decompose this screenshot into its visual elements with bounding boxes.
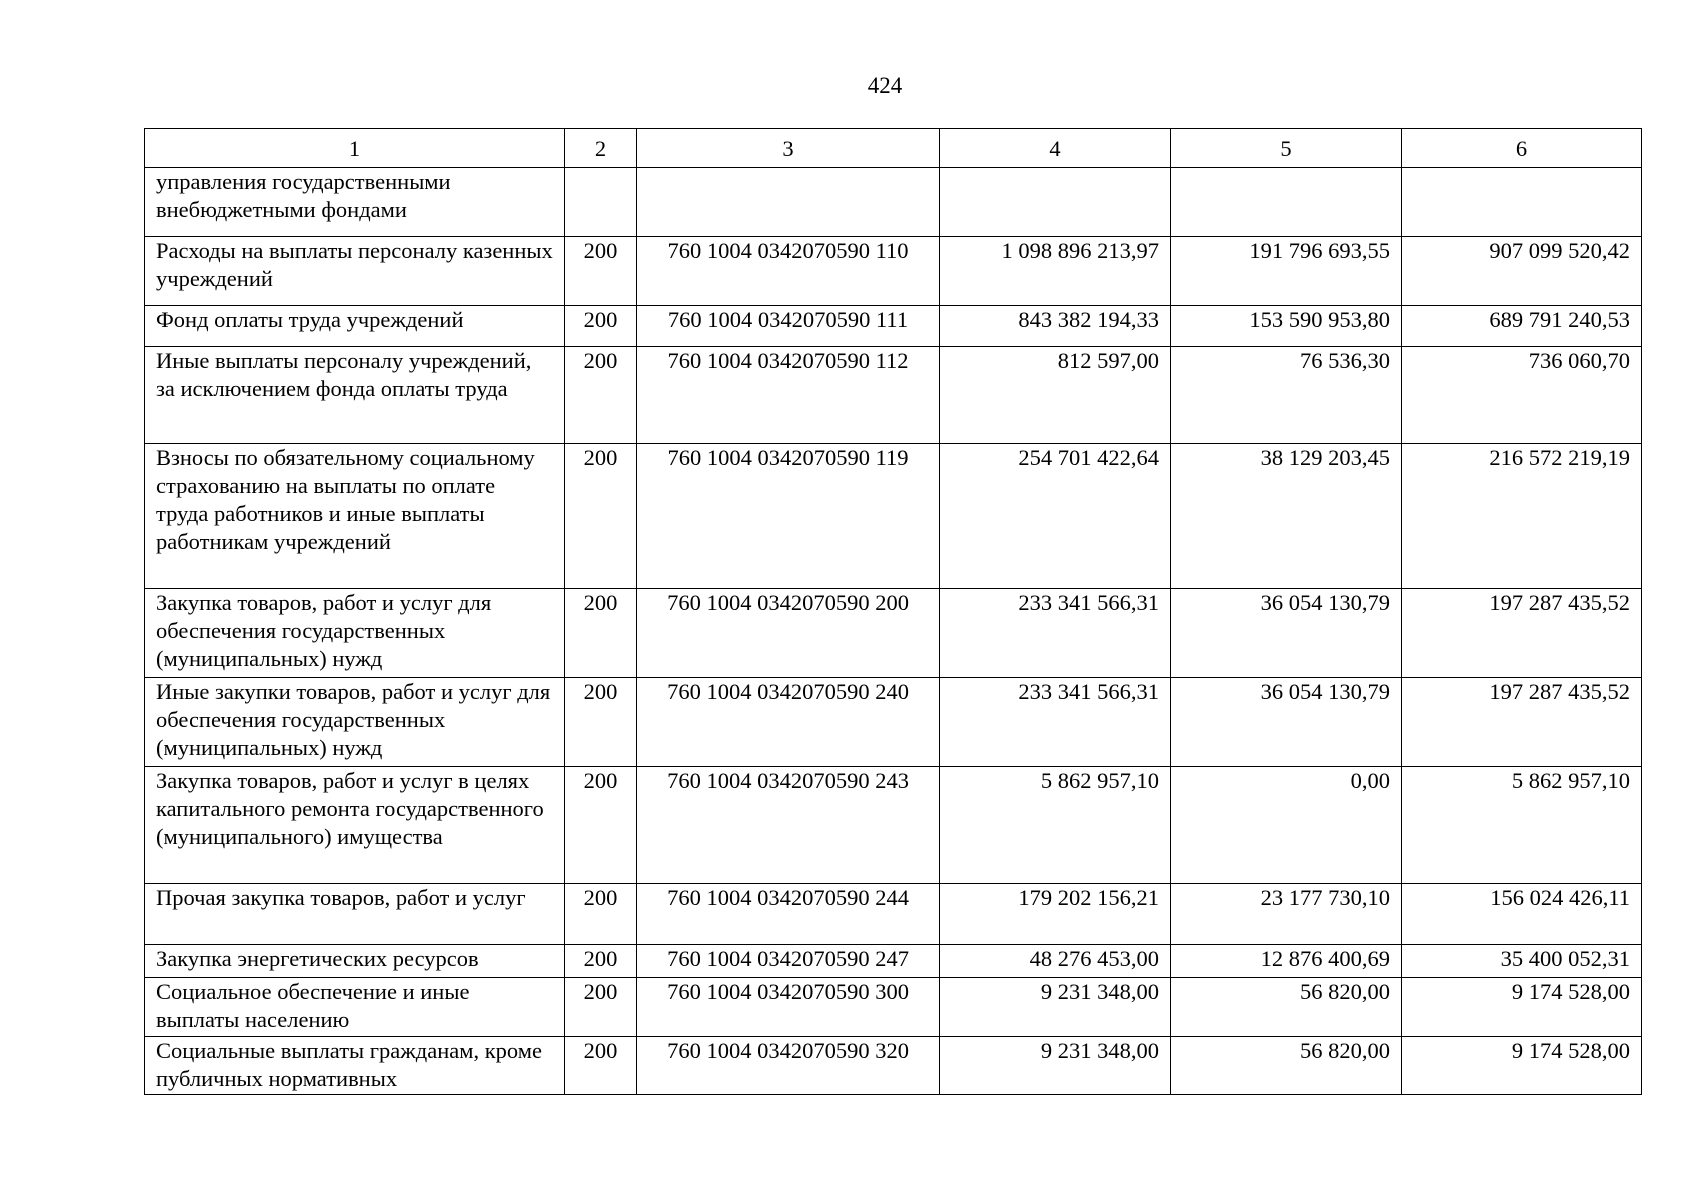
row-assigned: 1 098 896 213,97 bbox=[940, 237, 1171, 306]
row-assigned: 843 382 194,33 bbox=[940, 306, 1171, 347]
row-status: 200 bbox=[565, 306, 637, 347]
row-code: 760 1004 0342070590 244 bbox=[637, 884, 940, 945]
table-body bbox=[145, 168, 1642, 1095]
row-remaining bbox=[1402, 168, 1642, 237]
row-code: 760 1004 0342070590 119 bbox=[637, 444, 940, 589]
row-status: 200 bbox=[565, 884, 637, 945]
column-header-6: 6 bbox=[1402, 129, 1642, 168]
row-remaining: 156 024 426,11 bbox=[1402, 884, 1642, 945]
row-name: Иные выплаты персоналу учреждений, за исключением фонда оплаты труда bbox=[145, 347, 565, 444]
row-code: 760 1004 0342070590 112 bbox=[637, 347, 940, 444]
row-status: 200 bbox=[565, 945, 637, 978]
table-row bbox=[145, 589, 1642, 678]
table-row bbox=[145, 1037, 1642, 1095]
row-remaining: 689 791 240,53 bbox=[1402, 306, 1642, 347]
row-assigned: 48 276 453,00 bbox=[940, 945, 1171, 978]
row-executed: 56 820,00 bbox=[1171, 978, 1402, 1037]
row-executed: 23 177 730,10 bbox=[1171, 884, 1402, 945]
row-remaining: 35 400 052,31 bbox=[1402, 945, 1642, 978]
table-row bbox=[145, 306, 1642, 347]
row-remaining: 9 174 528,00 bbox=[1402, 1037, 1642, 1095]
row-status: 200 bbox=[565, 589, 637, 678]
row-name: Фонд оплаты труда учреждений bbox=[145, 306, 565, 347]
row-name: управления государственными внебюджетными фондами bbox=[145, 168, 565, 237]
row-status: 200 bbox=[565, 444, 637, 589]
row-code: 760 1004 0342070590 320 bbox=[637, 1037, 940, 1095]
row-name: Закупка товаров, работ и услуг для обеспечения государственных (муниципальных) нужд bbox=[145, 589, 565, 678]
row-remaining: 907 099 520,42 bbox=[1402, 237, 1642, 306]
column-header-5: 5 bbox=[1171, 129, 1402, 168]
table-row bbox=[145, 347, 1642, 444]
budget-execution-table bbox=[144, 128, 1642, 1095]
table-row bbox=[145, 884, 1642, 945]
row-assigned: 9 231 348,00 bbox=[940, 1037, 1171, 1095]
row-assigned: 9 231 348,00 bbox=[940, 978, 1171, 1037]
row-executed: 153 590 953,80 bbox=[1171, 306, 1402, 347]
row-status bbox=[565, 168, 637, 237]
row-assigned: 233 341 566,31 bbox=[940, 589, 1171, 678]
row-assigned: 812 597,00 bbox=[940, 347, 1171, 444]
row-executed bbox=[1171, 168, 1402, 237]
row-assigned: 179 202 156,21 bbox=[940, 884, 1171, 945]
row-executed: 36 054 130,79 bbox=[1171, 589, 1402, 678]
row-status: 200 bbox=[565, 678, 637, 767]
table-row bbox=[145, 237, 1642, 306]
header-row bbox=[145, 129, 1642, 168]
row-name: Социальные выплаты гражданам, кроме публичных нормативных bbox=[145, 1037, 565, 1095]
table-row bbox=[145, 678, 1642, 767]
row-code: 760 1004 0342070590 200 bbox=[637, 589, 940, 678]
row-name: Социальное обеспечение и иные выплаты населению bbox=[145, 978, 565, 1037]
row-assigned bbox=[940, 168, 1171, 237]
table-row bbox=[145, 767, 1642, 884]
row-code: 760 1004 0342070590 240 bbox=[637, 678, 940, 767]
row-executed: 0,00 bbox=[1171, 767, 1402, 884]
row-assigned: 5 862 957,10 bbox=[940, 767, 1171, 884]
row-code: 760 1004 0342070590 247 bbox=[637, 945, 940, 978]
column-header-2: 2 bbox=[565, 129, 637, 168]
table-row bbox=[145, 978, 1642, 1037]
row-assigned: 233 341 566,31 bbox=[940, 678, 1171, 767]
table-row bbox=[145, 945, 1642, 978]
table-row bbox=[145, 444, 1642, 589]
row-name: Иные закупки товаров, работ и услуг для обеспечения государственных (муниципальных) нужд bbox=[145, 678, 565, 767]
row-code: 760 1004 0342070590 300 bbox=[637, 978, 940, 1037]
row-remaining: 216 572 219,19 bbox=[1402, 444, 1642, 589]
row-status: 200 bbox=[565, 347, 637, 444]
table-row bbox=[145, 168, 1642, 237]
row-remaining: 197 287 435,52 bbox=[1402, 678, 1642, 767]
row-remaining: 9 174 528,00 bbox=[1402, 978, 1642, 1037]
row-name: Расходы на выплаты персоналу казенных учреждений bbox=[145, 237, 565, 306]
row-executed: 12 876 400,69 bbox=[1171, 945, 1402, 978]
row-name: Закупка энергетических ресурсов bbox=[145, 945, 565, 978]
table-header bbox=[145, 129, 1642, 168]
row-code: 760 1004 0342070590 111 bbox=[637, 306, 940, 347]
row-executed: 56 820,00 bbox=[1171, 1037, 1402, 1095]
row-name: Прочая закупка товаров, работ и услуг bbox=[145, 884, 565, 945]
row-remaining: 5 862 957,10 bbox=[1402, 767, 1642, 884]
row-assigned: 254 701 422,64 bbox=[940, 444, 1171, 589]
row-name: Взносы по обязательному социальному страхованию на выплаты по оплате труда работников и иные выплаты работникам учреждений bbox=[145, 444, 565, 589]
row-status: 200 bbox=[565, 767, 637, 884]
row-status: 200 bbox=[565, 237, 637, 306]
row-executed: 76 536,30 bbox=[1171, 347, 1402, 444]
row-status: 200 bbox=[565, 978, 637, 1037]
column-header-1: 1 bbox=[145, 129, 565, 168]
page-number: 424 bbox=[867, 73, 903, 98]
row-executed: 36 054 130,79 bbox=[1171, 678, 1402, 767]
row-remaining: 197 287 435,52 bbox=[1402, 589, 1642, 678]
row-executed: 191 796 693,55 bbox=[1171, 237, 1402, 306]
row-executed: 38 129 203,45 bbox=[1171, 444, 1402, 589]
row-name: Закупка товаров, работ и услуг в целях капитального ремонта государственного (муниципального) имущества bbox=[145, 767, 565, 884]
column-header-3: 3 bbox=[637, 129, 940, 168]
row-code bbox=[637, 168, 940, 237]
column-header-4: 4 bbox=[940, 129, 1171, 168]
row-status: 200 bbox=[565, 1037, 637, 1095]
row-code: 760 1004 0342070590 110 bbox=[637, 237, 940, 306]
row-code: 760 1004 0342070590 243 bbox=[637, 767, 940, 884]
row-remaining: 736 060,70 bbox=[1402, 347, 1642, 444]
